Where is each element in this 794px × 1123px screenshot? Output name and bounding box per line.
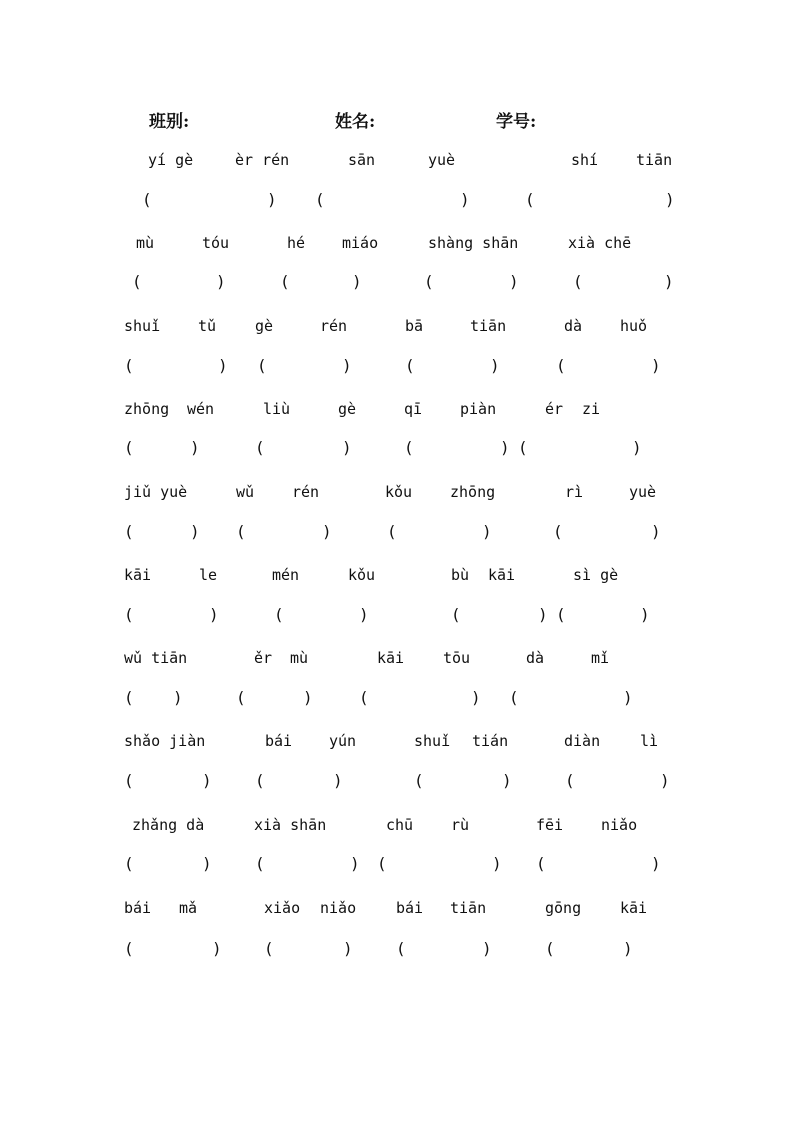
- open-paren: (: [124, 438, 134, 457]
- open-paren: (: [509, 688, 519, 707]
- close-paren: ): [623, 939, 633, 958]
- pinyin-word: piàn: [460, 400, 497, 418]
- class-label: 班别:: [149, 112, 190, 132]
- close-paren: ): [651, 522, 661, 541]
- open-paren: (: [124, 522, 134, 541]
- close-paren: ): [343, 939, 353, 958]
- close-paren: ): [509, 272, 519, 291]
- pinyin-word: mù: [136, 234, 155, 252]
- open-paren: (: [518, 438, 528, 457]
- close-paren: ): [492, 854, 502, 873]
- pinyin-word: bái: [396, 899, 424, 917]
- pinyin-word: tóu: [202, 234, 230, 252]
- pinyin-word: diàn: [564, 732, 601, 750]
- pinyin-row: [0, 399, 794, 419]
- pinyin-word: kāi: [124, 566, 152, 584]
- open-paren: (: [236, 688, 246, 707]
- pinyin-word: rì: [565, 483, 584, 501]
- pinyin-word: rù: [451, 816, 470, 834]
- close-paren: ): [502, 771, 512, 790]
- pinyin-word: mù: [290, 649, 309, 667]
- close-paren: ): [216, 272, 226, 291]
- close-paren: ): [322, 522, 332, 541]
- open-paren: (: [142, 190, 152, 209]
- open-paren: (: [545, 939, 555, 958]
- pinyin-word: dà: [526, 649, 545, 667]
- pinyin-word: le: [199, 566, 218, 584]
- pinyin-word: wén: [187, 400, 215, 418]
- pinyin-word: kāi: [620, 899, 648, 917]
- answer-row: [0, 356, 794, 376]
- pinyin-word: ěr: [254, 649, 273, 667]
- pinyin-word: gè: [255, 317, 274, 335]
- answer-row: [0, 605, 794, 625]
- close-paren: ): [651, 356, 661, 375]
- open-paren: (: [124, 771, 134, 790]
- pinyin-word: yuè: [629, 483, 657, 501]
- open-paren: (: [124, 939, 134, 958]
- pinyin-word: hé: [287, 234, 306, 252]
- pinyin-row: [0, 731, 794, 751]
- close-paren: ): [482, 939, 492, 958]
- pinyin-word: dà: [564, 317, 583, 335]
- close-paren: ): [664, 272, 674, 291]
- open-paren: (: [124, 356, 134, 375]
- open-paren: (: [405, 356, 415, 375]
- student-id-label: 学号:: [496, 112, 537, 132]
- pinyin-word: bā: [405, 317, 424, 335]
- open-paren: (: [255, 438, 265, 457]
- pinyin-word: niǎo: [320, 899, 357, 917]
- close-paren: ): [651, 854, 661, 873]
- pinyin-word: sì gè: [573, 566, 619, 584]
- close-paren: ): [350, 854, 360, 873]
- open-paren: (: [387, 522, 397, 541]
- open-paren: (: [124, 605, 134, 624]
- close-paren: ): [190, 438, 200, 457]
- pinyin-word: zhōng: [124, 400, 170, 418]
- name-label: 姓名:: [335, 112, 376, 132]
- open-paren: (: [124, 688, 134, 707]
- open-paren: (: [556, 356, 566, 375]
- open-paren: (: [396, 939, 406, 958]
- answer-row: [0, 272, 794, 292]
- pinyin-word: niǎo: [601, 816, 638, 834]
- pinyin-word: miáo: [342, 234, 379, 252]
- open-paren: (: [377, 854, 387, 873]
- open-paren: (: [414, 771, 424, 790]
- pinyin-row: [0, 150, 794, 170]
- close-paren: ): [267, 190, 277, 209]
- open-paren: (: [451, 605, 461, 624]
- pinyin-row: [0, 565, 794, 585]
- close-paren: ): [202, 854, 212, 873]
- pinyin-word: bái: [265, 732, 293, 750]
- answer-row: [0, 688, 794, 708]
- close-paren: ): [359, 605, 369, 624]
- pinyin-word: wǔ tiān: [124, 649, 188, 667]
- answer-row: [0, 939, 794, 959]
- pinyin-word: shàng shān: [428, 234, 519, 252]
- close-paren: ): [482, 522, 492, 541]
- open-paren: (: [132, 272, 142, 291]
- open-paren: (: [257, 356, 267, 375]
- close-paren: ): [640, 605, 650, 624]
- pinyin-word: chū: [386, 816, 414, 834]
- answer-row: [0, 438, 794, 458]
- answer-row: [0, 771, 794, 791]
- open-paren: (: [565, 771, 575, 790]
- answer-row: [0, 190, 794, 210]
- pinyin-word: kǒu: [348, 566, 376, 584]
- pinyin-word: xià shān: [254, 816, 327, 834]
- pinyin-word: jiǔ yuè: [124, 483, 188, 501]
- pinyin-word: tǔ: [198, 317, 217, 335]
- pinyin-word: tōu: [443, 649, 471, 667]
- answer-row: [0, 854, 794, 874]
- close-paren: ): [490, 356, 500, 375]
- pinyin-word: fēi: [536, 816, 564, 834]
- pinyin-word: shí: [571, 151, 599, 169]
- open-paren: (: [536, 854, 546, 873]
- open-paren: (: [404, 438, 414, 457]
- close-paren: ): [660, 771, 670, 790]
- pinyin-word: lì: [640, 732, 659, 750]
- pinyin-word: mén: [272, 566, 300, 584]
- pinyin-word: tiān: [470, 317, 507, 335]
- open-paren: (: [280, 272, 290, 291]
- close-paren: ): [218, 356, 228, 375]
- pinyin-row: [0, 316, 794, 336]
- close-paren: ): [173, 688, 183, 707]
- pinyin-word: xià chē: [568, 234, 632, 252]
- close-paren: ): [202, 771, 212, 790]
- open-paren: (: [556, 605, 566, 624]
- pinyin-row: [0, 648, 794, 668]
- close-paren: ): [190, 522, 200, 541]
- pinyin-word: ér: [545, 400, 564, 418]
- open-paren: (: [274, 605, 284, 624]
- close-paren: ): [632, 438, 642, 457]
- open-paren: (: [553, 522, 563, 541]
- open-paren: (: [525, 190, 535, 209]
- pinyin-word: kāi: [488, 566, 516, 584]
- open-paren: (: [124, 854, 134, 873]
- pinyin-word: tiān: [450, 899, 487, 917]
- pinyin-word: zhǎng dà: [132, 816, 205, 834]
- pinyin-word: wǔ: [236, 483, 255, 501]
- pinyin-word: xiǎo: [264, 899, 301, 917]
- pinyin-word: zi: [582, 400, 601, 418]
- pinyin-word: yí gè: [148, 151, 194, 169]
- open-paren: (: [315, 190, 325, 209]
- pinyin-word: shuǐ: [414, 732, 451, 750]
- close-paren: ): [212, 939, 222, 958]
- pinyin-word: tián: [472, 732, 509, 750]
- pinyin-word: qī: [404, 400, 423, 418]
- pinyin-word: èr rén: [235, 151, 290, 169]
- close-paren: ): [471, 688, 481, 707]
- pinyin-word: kǒu: [385, 483, 413, 501]
- open-paren: (: [255, 771, 265, 790]
- close-paren: ): [538, 605, 548, 624]
- pinyin-row: [0, 233, 794, 253]
- close-paren: ): [333, 771, 343, 790]
- open-paren: (: [424, 272, 434, 291]
- open-paren: (: [359, 688, 369, 707]
- close-paren: ): [623, 688, 633, 707]
- pinyin-word: rén: [320, 317, 348, 335]
- pinyin-word: huǒ: [620, 317, 648, 335]
- pinyin-row: [0, 898, 794, 918]
- pinyin-word: zhōng: [450, 483, 496, 501]
- pinyin-word: mǐ: [591, 649, 610, 667]
- close-paren: ): [460, 190, 470, 209]
- close-paren: ): [500, 438, 510, 457]
- pinyin-word: bù: [451, 566, 470, 584]
- close-paren: ): [342, 438, 352, 457]
- close-paren: ): [209, 605, 219, 624]
- answer-row: [0, 522, 794, 542]
- pinyin-word: gōng: [545, 899, 582, 917]
- pinyin-word: rén: [292, 483, 320, 501]
- pinyin-word: bái: [124, 899, 152, 917]
- pinyin-word: shuǐ: [124, 317, 161, 335]
- pinyin-row: [0, 482, 794, 502]
- pinyin-word: yún: [329, 732, 357, 750]
- pinyin-word: sān: [348, 151, 376, 169]
- open-paren: (: [573, 272, 583, 291]
- close-paren: ): [352, 272, 362, 291]
- open-paren: (: [264, 939, 274, 958]
- close-paren: ): [303, 688, 313, 707]
- pinyin-row: [0, 815, 794, 835]
- open-paren: (: [236, 522, 246, 541]
- close-paren: ): [665, 190, 675, 209]
- pinyin-word: mǎ: [179, 899, 198, 917]
- pinyin-word: liù: [263, 400, 291, 418]
- pinyin-word: shǎo jiàn: [124, 732, 206, 750]
- open-paren: (: [255, 854, 265, 873]
- pinyin-word: gè: [338, 400, 357, 418]
- close-paren: ): [342, 356, 352, 375]
- pinyin-word: kāi: [377, 649, 405, 667]
- pinyin-word: tiān: [636, 151, 673, 169]
- pinyin-word: yuè: [428, 151, 456, 169]
